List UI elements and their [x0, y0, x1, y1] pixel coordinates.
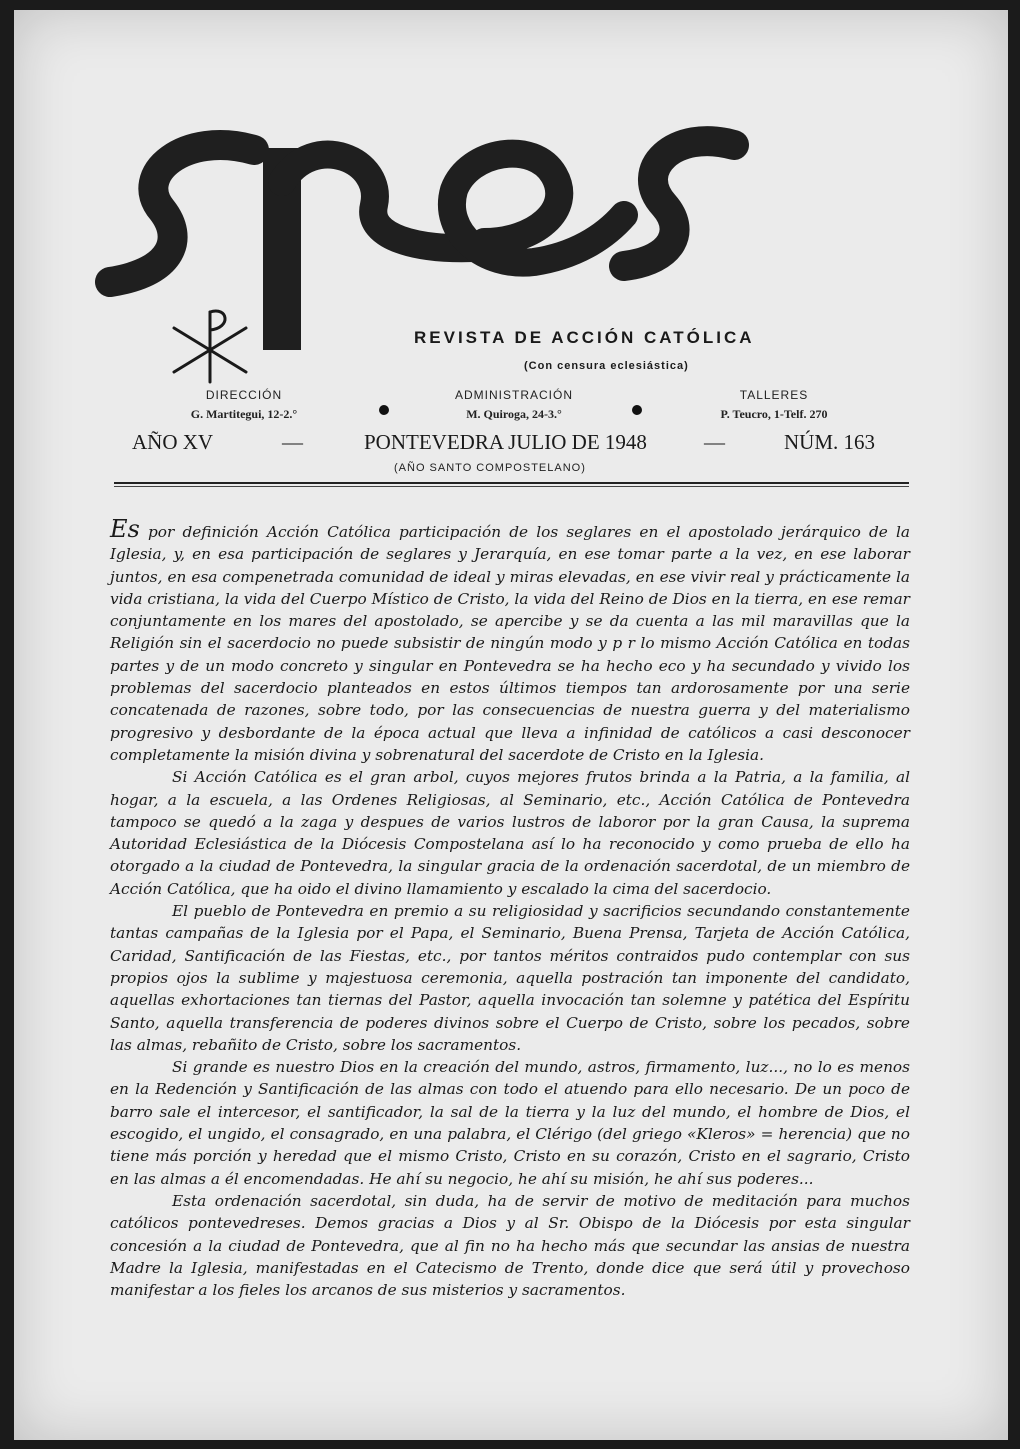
article-paragraph: Si Acción Católica es el gran arbol, cuyos mejores frutos brinda a la Patria, a la familia, al hogar, a la escuela, a las Ordenes Religiosas, al Seminario, etc., Acción Católica de Pontevedra tampoco se quedó a la zaga y despues de varios lustros de laboror por la gran Causa, la suprema Autoridad Eclesiástica de la Diócesis Compostelana así lo ha reconocido y como prueba de ello ha otorgado a la ciudad de Pontevedra, la singular gracia de la ordenación sacerdotal, de un miembro de Acción Católica, que ha oido el divino llamamiento y escalado la cima del sacerdocio.: [110, 768, 910, 898]
article-dropcap: Es: [110, 515, 140, 543]
direccion-value: G. Martitegui, 12-2.°: [190, 407, 298, 421]
issue-number: NÚM. 163: [784, 430, 876, 454]
separator-bullet: [632, 405, 642, 415]
article-paragraph: Esta ordenación sacerdotal, sin duda, ha de servir de motivo de meditación para muchos católicos pontevedreses. Demos gracias a Dios y al Sr. Obispo de la Diócesis por esta singular concesión a la ciudad de Pontevedra, que al fin no ha hecho más que secundar las ansias de nuestra Madre la Iglesia, manifestadas en el Catecismo de Trento, donde dice que será útil y provechoso manifestar a los fieles los arcanos de sus misterios y sacramentos.: [110, 1191, 910, 1300]
issue-dash: —: [704, 430, 725, 454]
magazine-subtitle: REVISTA DE ACCIÓN CATÓLICA: [414, 328, 755, 347]
direccion-label: DIRECCIÓN: [205, 388, 283, 402]
talleres-block: [674, 388, 874, 422]
article-body: [110, 515, 910, 1301]
administracion-block: [429, 388, 599, 422]
direccion-block: [164, 388, 324, 422]
talleres-value: P. Teucro, 1-Telf. 270: [720, 407, 828, 421]
header-rule: [114, 482, 909, 484]
chi-rho-icon: [14, 10, 1008, 410]
magazine-page: [14, 10, 1008, 1440]
header-rule: [114, 486, 909, 487]
separator-bullet: [379, 405, 389, 415]
holy-year-note: (AÑO SANTO COMPOSTELANO): [394, 462, 586, 474]
administracion-label: ADMINISTRACIÓN: [454, 388, 573, 402]
issue-line: [14, 430, 1008, 462]
article-paragraph: Si grande es nuestro Dios en la creación del mundo, astros, firmamento, luz..., no lo es menos en la Redención y Santificación de las almas con todo el atuendo para ello necesario. De un poco de barro sale el intercesor, el santificador, la sal de la tierra y la luz del mundo, el hombre de Dios, el escogido, el ungido, el consagrado, en una palabra, el Clérigo (del griego «Kleros» = herencia) que no tiene más porción y heredad que el mismo Cristo, Cristo en su corazón, Cristo en el sagrario, Cristo en las almas a él encomendadas. He ahí su negocio, he ahí su misión, he ahí sus poderes...: [110, 1058, 910, 1188]
administracion-value: M. Quiroga, 24-3.°: [466, 407, 562, 421]
talleres-label: TALLERES: [739, 388, 809, 402]
issue-year: AÑO XV: [132, 430, 214, 454]
censorship-note: (Con censura eclesiástica): [524, 360, 689, 372]
issue-place-date: PONTEVEDRA JULIO DE 1948: [364, 430, 647, 454]
issue-dash: —: [282, 430, 303, 454]
article-paragraph: El pueblo de Pontevedra en premio a su religiosidad y sacrificios secundando constantemente tantas campañas de la Iglesia por el Papa, el Seminario, Buena Prensa, Tarjeta de Acción Católica, Caridad, Santificación de las Fiestas, etc., por tantos méritos contraidos pudo contemplar con sus propios ojos la sublime y majestuosa ceremonia, aquella postración tan imponente del candidato, aquellas exhortaciones tan tiernas del Pastor, aquella invocación tan solemne y patética del Espíritu Santo, aquella transferencia de poderes divinos sobre el Cuerpo de Cristo, sobre los pecados, sobre las almas, rebañito de Cristo, sobre los sacramentos.: [110, 902, 910, 1054]
article-paragraph: Es por definición Acción Católica participación de los seglares en el apostolado jerárquico de la Iglesia, y, en esa participación de seglares y Jerarquía, en ese tomar parte a la vez, en ese laborar juntos, en esa compenetrada comunidad de ideal y miras elevadas, en ese vivir real y prácticamente la vida cristiana, la vida del Cuerpo Místico de Cristo, la vida del Reino de Dios en la tierra, en ese remar conjuntamente en los mares del apostolado, se apercibe y se da cuenta a las mil maravillas que la Religión sin el sacerdocio no puede subsistir de ningún modo y p r lo mismo Acción Católica en todas partes y de un modo concreto y singular en Pontevedra se ha hecho eco y ha secundado y vivido los problemas del sacerdocio planteados en estos últimos tiempos tan ardorosamente por una serie concatenada de razones, sobre todo, por las consecuencias de nuestra guerra y del materialismo progresivo y desbordante de la época actual que lleva a infinidad de católicos a casi desconocer completamente la misión divina y sobrenatural del sacerdote de Cristo en la Iglesia.: [110, 515, 910, 764]
bleed-through-ghost: [804, 128, 814, 175]
